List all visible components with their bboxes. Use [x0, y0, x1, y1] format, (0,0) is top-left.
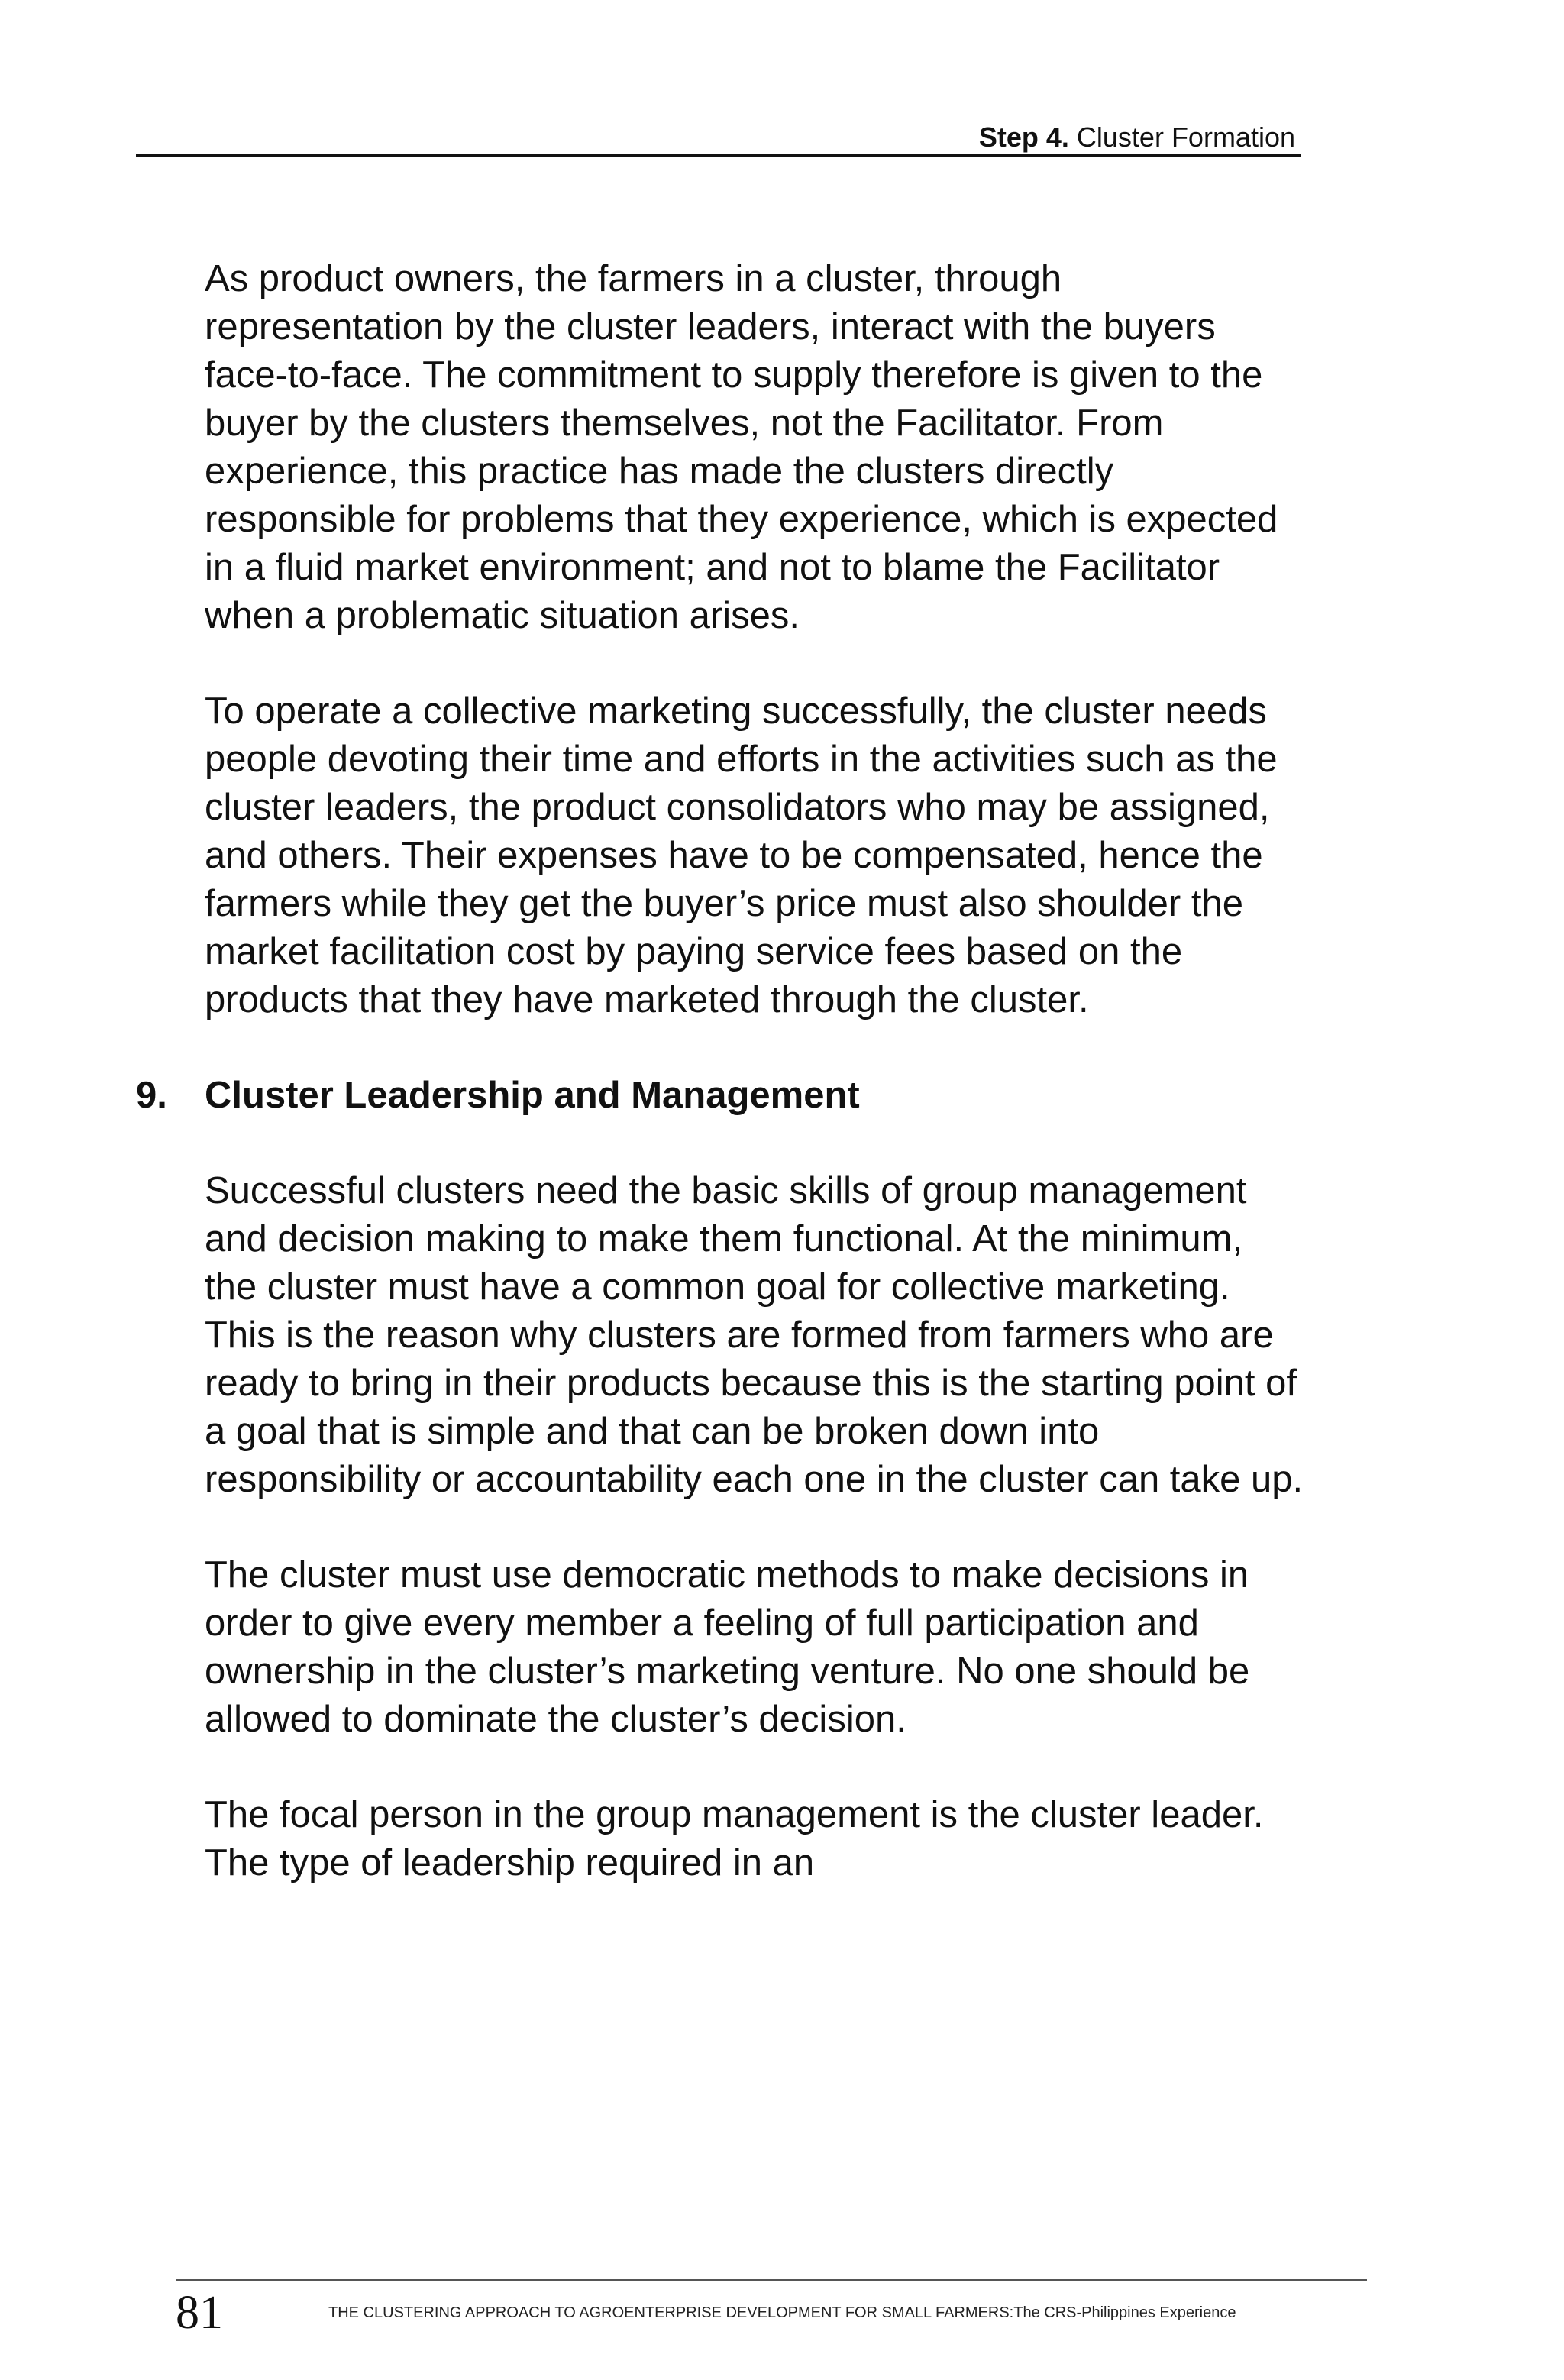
body-paragraph: To operate a collective marketing successfully, the cluster needs people devoting their time and efforts in the activities such as the cluster leaders, the product consolidators who may be assigned, and others. Their expenses have to be compensated, hence the farmers while they get the buyer’s price must also shoulder the market facilitation cost by paying service fees based on the products that they have marketed through the cluster. — [205, 690, 1278, 1020]
page-header — [136, 116, 1301, 157]
header-section-title: Cluster Formation — [1076, 121, 1295, 153]
step-label: Step 4. — [978, 121, 1069, 153]
section-title: Cluster Leadership and Management — [205, 1075, 860, 1116]
body-paragraph: The cluster must use democratic methods to make decisions in order to give every member a feeling of full participation and ownership in the cluster’s marketing venture. No one should be allowed to dominate the cluster’s decision. — [205, 1554, 1250, 1740]
body-paragraph: Successful clusters need the basic skills of group management and decision making to make them functional. At the minimum, the cluster must have a common goal for collective marketing. This is the reason why clusters are formed from farmers who are ready to bring in their products because this is the starting point of a goal that is simple and that can be broken down into responsibility or accountability each one in the cluster can take up. — [205, 1170, 1304, 1500]
running-header — [979, 122, 1295, 153]
page-footer — [176, 2279, 1367, 2345]
body-paragraph: The focal person in the group management is the cluster leader. The type of leadership required in an — [205, 1794, 1264, 1884]
main-content — [136, 255, 1304, 1935]
page-number: 81 — [176, 2287, 223, 2339]
section-heading — [136, 1072, 1304, 1120]
section-number: 9. — [136, 1075, 167, 1116]
body-paragraph: As product owners, the farmers in a cluster, through representation by the cluster leaders, interact with the buyers face-to-face. The commitment to supply therefore is given to the buyer by the clusters themselves, not the Facilitator. From experience, this practice has made the clusters directly responsible for problems that they experience, which is expected in a fluid market environment; and not to blame the Facilitator when a problematic situation arises. — [205, 258, 1278, 636]
footer-book-title: THE CLUSTERING APPROACH TO AGROENTERPRISE DEVELOPMENT FOR SMALL FARMERS:The CRS-Philippines Experience — [328, 2304, 1236, 2321]
